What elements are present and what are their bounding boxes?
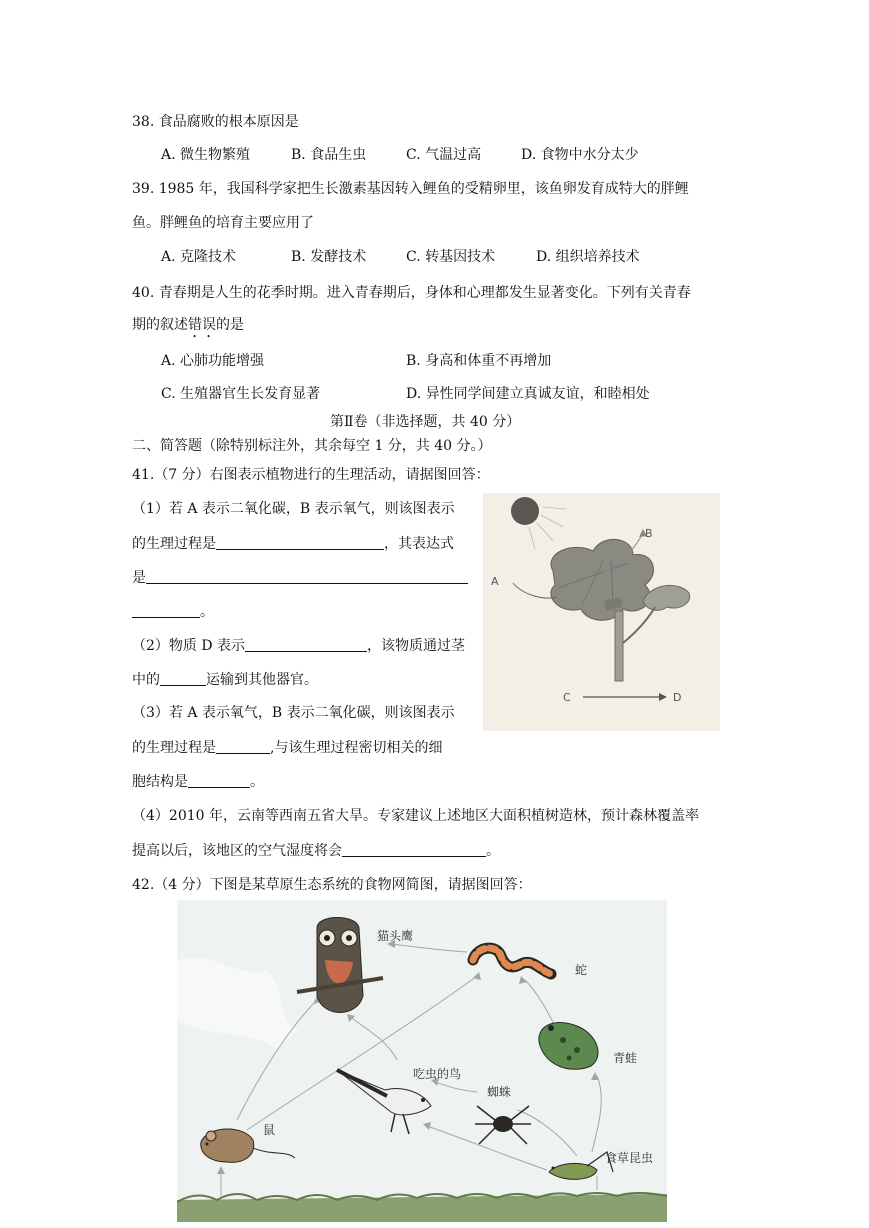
sun-icon (511, 497, 539, 525)
q38-stem: 38. 食品腐败的根本原因是 (132, 114, 299, 130)
q40-stem-line2: 期的叙述错误的是 (132, 317, 244, 333)
answer-blank[interactable] (245, 635, 367, 652)
q39-option-d: D. 组织培养技术 (536, 249, 640, 265)
spider-label: 蜘蛛 (487, 1085, 512, 1099)
q41-p4-line1: （4）2010 年，云南等西南五省大旱。专家建议上述地区大面积植树造林，预计森林覆盖率 (132, 808, 699, 824)
q40-option-a: A. 心肺功能增强 (161, 353, 265, 369)
snake-label: 蛇 (575, 963, 588, 977)
q41-p2-line2: 中的 运输到其他器官。 (132, 669, 318, 690)
owl-label: 猫头鹰 (377, 929, 414, 943)
q39-option-b: B. 发酵技术 (291, 249, 367, 265)
q41-p1-line2: 的生理过程是 ，其表达式 (132, 533, 454, 554)
answer-blank[interactable] (216, 533, 384, 550)
q41-stem: 41.（7 分）右图表示植物进行的生理活动，请据图回答： (132, 467, 490, 483)
q41-p1-line3: 是 (132, 567, 468, 588)
q39-stem-line2: 鱼。胖鲤鱼的培育主要应用了 (132, 215, 314, 231)
q39-option-a: A. 克隆技术 (161, 249, 237, 265)
section-title: 二、简答题（除特别标注外，其余每空 1 分，共 40 分。） (132, 438, 492, 454)
mouse-label: 鼠 (263, 1123, 276, 1137)
q41-p2-line1: （2）物质 D 表示 ，该物质通过茎 (132, 635, 465, 656)
q40-option-c: C. 生殖器官生长发育显著 (161, 386, 321, 402)
frog-label: 青蛙 (613, 1051, 638, 1065)
q40-option-d: D. 异性同学间建立真诚友谊，和睦相处 (406, 386, 650, 402)
q38-option-b: B. 食品生虫 (291, 147, 367, 163)
answer-blank[interactable] (342, 840, 486, 857)
q41-p1-line4: 。 (132, 601, 214, 622)
q41-p4-line2: 提高以后，该地区的空气湿度将会 。 (132, 840, 500, 861)
plant-diagram (483, 493, 720, 731)
part2-title: 第Ⅱ卷（非选择题，共 40 分） (330, 414, 521, 430)
q38-option-d: D. 食物中水分太少 (521, 147, 639, 163)
q41-p1-line1: （1）若 A 表示二氧化碳，B 表示氧气，则该图表示 (132, 501, 455, 517)
insect-label: 食草昆虫 (605, 1151, 654, 1165)
answer-blank[interactable] (160, 669, 206, 686)
answer-blank[interactable] (146, 567, 468, 584)
q41-p3-line2: 的生理过程是 ,与该生理过程密切相关的细 (132, 737, 442, 758)
q41-p3-line1: （3）若 A 表示氧气，B 表示二氧化碳，则该图表示 (132, 705, 455, 721)
q40-stem-line1: 40. 青春期是人生的花季时期。进入青春期后，身体和心理都发生显著变化。下列有关青春 (132, 285, 691, 301)
stem (615, 611, 623, 681)
q38-option-a: A. 微生物繁殖 (161, 147, 251, 163)
label-d: D (673, 691, 682, 704)
label-c: C (563, 691, 571, 704)
label-b: B (645, 527, 653, 540)
food-web-diagram (177, 900, 667, 1222)
q41-p3-line3: 胞结构是 。 (132, 771, 264, 792)
answer-blank[interactable] (132, 601, 200, 618)
q39-option-c: C. 转基因技术 (406, 249, 496, 265)
bird-label: 吃虫的鸟 (413, 1067, 462, 1081)
q39-stem-line1: 39. 1985 年，我国科学家把生长激素基因转入鲤鱼的受精卵里，该鱼卵发育成特大的胖鲤 (132, 181, 689, 197)
q40-option-b: B. 身高和体重不再增加 (406, 353, 552, 369)
answer-blank[interactable] (216, 737, 270, 754)
q42-stem: 42.（4 分）下图是某草原生态系统的食物网简图，请据图回答： (132, 877, 532, 893)
answer-blank[interactable] (188, 771, 250, 788)
q38-option-c: C. 气温过高 (406, 147, 482, 163)
q40-emphasis: 错误 (188, 317, 216, 333)
label-a: A (491, 575, 499, 588)
